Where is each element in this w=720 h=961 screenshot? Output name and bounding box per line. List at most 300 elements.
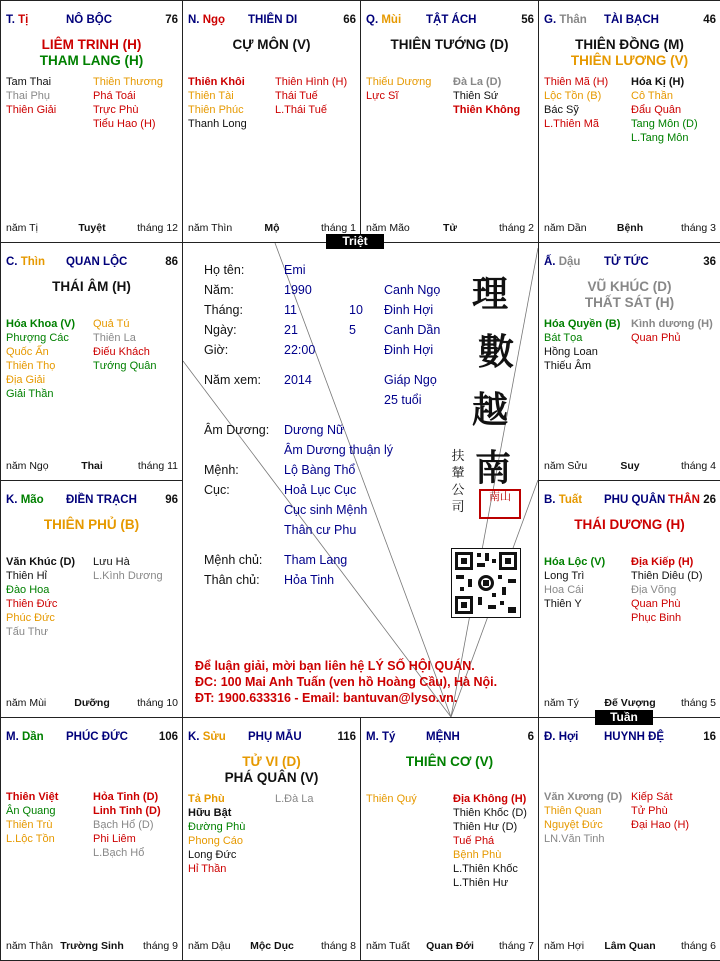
palace-month: tháng 2: [498, 222, 534, 234]
minor-stars-right: [631, 75, 698, 145]
palace-stem: C.: [6, 256, 18, 268]
palace-dau: [538, 242, 720, 481]
palace-tyy: [360, 717, 539, 961]
menhchu-value: Tham Lang: [284, 553, 348, 567]
minor-stars-right: [631, 790, 689, 832]
minor-star: Bạch Hổ (D): [93, 819, 154, 831]
palace-stem: T.: [6, 14, 15, 26]
minor-star: Phong Cáo: [188, 835, 244, 847]
palace-month: tháng 10: [137, 697, 178, 709]
month-lunar: 10: [349, 303, 363, 317]
month-can: Đinh Hợi: [384, 303, 434, 317]
minor-star: Bát Tọa: [544, 332, 583, 344]
minor-star: Ân Quang: [6, 805, 56, 817]
palace-branch: Sửu: [202, 731, 226, 743]
palace-month: tháng 6: [680, 940, 716, 952]
minor-star: Tiểu Hao (H): [93, 118, 156, 130]
palace-stage: Lâm Quan: [604, 940, 656, 952]
minor-star: Tả Phù: [188, 793, 225, 805]
minor-star: Địa Giải: [6, 374, 46, 386]
minor-star: Thiên Diêu (D): [631, 570, 703, 582]
red-seal: 南山: [479, 489, 521, 519]
palace-month: tháng 1: [320, 222, 356, 234]
minor-star: Quan Phủ: [631, 332, 681, 344]
minor-star: Thiên Y: [544, 598, 582, 610]
palace-stem-branch: [544, 14, 587, 26]
palace-branch: Dần: [21, 731, 44, 743]
name-value: Emi: [284, 263, 306, 277]
palace-branch: Tị: [18, 14, 29, 26]
palace-age: 36: [703, 256, 716, 268]
major-star: THAM LANG (H): [39, 53, 144, 68]
palace-stage: Mộ: [264, 222, 280, 234]
palace-year: năm Mão: [366, 222, 410, 234]
amduong-value: Dương Nữ: [284, 423, 345, 437]
minor-star: Đẩu Quân: [631, 104, 682, 116]
minor-star: L.Lộc Tồn: [6, 833, 55, 845]
than-marker: THÂN: [668, 494, 700, 506]
palace-name: TỬ TỨC: [604, 256, 649, 268]
palace-stem: Ấ.: [544, 256, 556, 268]
palace-age: 76: [165, 14, 178, 26]
minor-stars-right: [275, 792, 314, 806]
palace-ngo: [182, 0, 361, 243]
year-value: 1990: [284, 283, 312, 297]
palace-month: tháng 8: [320, 940, 356, 952]
minor-stars-right: [631, 555, 703, 625]
major-star: TỬ VI (D): [242, 754, 301, 769]
minor-star: Phục Binh: [631, 612, 682, 624]
palace-year: năm Ngọ: [6, 460, 49, 472]
minor-stars-left: [366, 75, 431, 103]
minor-star: Bệnh Phù: [453, 849, 502, 861]
palace-stem-branch: [188, 731, 226, 743]
minor-star: Tử Phù: [631, 805, 668, 817]
minor-star: Giải Thần: [6, 388, 54, 400]
minor-star: L.Thiên Khốc: [453, 863, 518, 875]
major-stars: [539, 37, 720, 69]
palace-name: THIÊN DI: [248, 14, 298, 26]
palace-stage: Mộc Dục: [250, 940, 294, 952]
minor-star: Thiên Hỉ: [6, 570, 47, 582]
minor-star: Văn Khúc (D): [6, 556, 76, 568]
palace-name: ĐIỀN TRẠCH: [66, 494, 137, 506]
palace-stem-branch: [544, 731, 578, 743]
minor-stars-right: [453, 75, 520, 117]
month-value: 11: [284, 303, 297, 317]
minor-star: Hóa Kị (H): [631, 76, 685, 88]
palace-hoi: [538, 717, 720, 961]
palace-stem-branch: [6, 14, 28, 26]
minor-star: Cô Thần: [631, 90, 673, 102]
view-year-can: Giáp Ngọ: [384, 373, 437, 387]
major-stars: [361, 754, 538, 770]
major-star: LIÊM TRINH (H): [41, 37, 142, 52]
minor-star: Đào Hoa: [6, 584, 50, 596]
palace-stage: Bệnh: [616, 222, 644, 234]
palace-year: năm Dần: [544, 222, 587, 234]
major-stars: [1, 37, 182, 69]
major-star: THÁI DƯƠNG (H): [574, 517, 685, 532]
palace-stem-branch: [366, 731, 395, 743]
minor-star: Phi Liêm: [93, 833, 136, 845]
minor-star: Đại Hao (H): [631, 819, 690, 831]
minor-star: Hỉ Thần: [188, 863, 227, 875]
contact-line-1: Để luận giải, mời bạn liên hệ LÝ SỐ HỘI QUÁN.: [195, 659, 475, 673]
palace-age: 26: [703, 494, 716, 506]
minor-stars-left: [6, 790, 58, 846]
minor-stars-left: [6, 75, 56, 117]
palace-tuat: [538, 480, 720, 718]
minor-star: Đường Phù: [188, 821, 246, 833]
minor-star: Tuế Phá: [453, 835, 495, 847]
menh-label: Mệnh:: [204, 463, 239, 477]
minor-star: Thiên La: [93, 332, 136, 344]
palace-stem-branch: [6, 256, 45, 268]
minor-star: Phúc Đức: [6, 612, 55, 624]
minor-stars-right: [93, 317, 157, 373]
palace-branch: Tý: [381, 731, 396, 743]
minor-star: Địa Không (H): [453, 793, 527, 805]
minor-star: L.Thiên Hư: [453, 877, 509, 889]
minor-star: Thiếu Dương: [366, 76, 432, 88]
palace-stem-branch: [544, 494, 582, 506]
minor-stars-right: [631, 317, 713, 345]
minor-star: Thiên Việt: [6, 791, 59, 803]
palace-month: tháng 3: [680, 222, 716, 234]
major-star: THIÊN LƯƠNG (V): [570, 53, 689, 68]
major-star: THIÊN PHỦ (B): [43, 517, 140, 532]
minor-star: Long Đức: [188, 849, 237, 861]
company-char-1: 扶: [451, 449, 465, 464]
palace-stem: N.: [188, 14, 200, 26]
palace-month: tháng 7: [498, 940, 534, 952]
amduong-relation: Âm Dương thuận lý: [284, 443, 393, 457]
palace-stage: Thai: [81, 460, 103, 472]
major-stars: [361, 37, 538, 53]
minor-star: Hỏa Tinh (D): [93, 791, 159, 803]
palace-age: 106: [158, 731, 178, 743]
palace-year: năm Tị: [6, 222, 38, 234]
minor-star: Lưu Hà: [93, 556, 130, 568]
major-stars: [1, 517, 182, 533]
palace-name: NÔ BỘC: [66, 14, 112, 26]
major-star: THẤT SÁT (H): [584, 295, 675, 310]
palace-year: năm Thân: [6, 940, 54, 952]
palace-branch: Mão: [20, 494, 44, 506]
major-stars: [539, 279, 720, 311]
palace-stem-branch: [188, 14, 225, 26]
minor-star: Quốc Ấn: [6, 346, 49, 358]
than-position: Thân cư Phu: [284, 523, 357, 537]
minor-stars-left: [188, 792, 245, 876]
view-year-value: 2014: [284, 373, 312, 387]
major-star: VŨ KHÚC (D): [587, 279, 672, 294]
palace-month: tháng 11: [137, 460, 178, 472]
minor-star: L.Bạch Hổ: [93, 847, 145, 859]
major-star: THIÊN CƠ (V): [405, 754, 494, 769]
company-calligraphy: [451, 448, 465, 516]
palace-name: QUAN LỘC: [66, 256, 128, 268]
contact-line-2: ĐC: 100 Mai Anh Tuấn (ven hồ Hoàng Cầu), Hà Nội.: [195, 675, 498, 689]
palace-name: TẬT ÁCH: [426, 14, 477, 26]
month-label: Tháng:: [204, 303, 243, 317]
minor-stars-right: [93, 555, 163, 583]
view-year-label: Năm xem:: [204, 373, 261, 387]
minor-stars-right: [275, 75, 347, 117]
palace-stage: Tử: [442, 222, 458, 234]
minor-star: Thiên Hư (D): [453, 821, 518, 833]
palace-stem-branch: [6, 494, 44, 506]
minor-stars-left: [544, 790, 622, 846]
minor-stars-right: [453, 792, 527, 890]
minor-star: Địa Võng: [631, 584, 677, 596]
palace-stem: K.: [6, 494, 18, 506]
palace-name: HUYNH ĐỆ: [604, 731, 665, 743]
palace-name: PHU QUÂN: [604, 494, 666, 506]
palace-age: 16: [703, 731, 716, 743]
minor-star: Thai Phụ: [6, 90, 51, 102]
day-value: 21: [284, 323, 298, 337]
cuc-label: Cục:: [204, 483, 230, 497]
menhchu-label: Mệnh chủ:: [204, 553, 263, 567]
minor-star: Thiên Giải: [6, 104, 57, 116]
company-char-2: 輦: [451, 466, 465, 481]
minor-star: L.Thái Tuế: [275, 104, 327, 116]
minor-stars-left: [544, 75, 608, 131]
palace-name: PHỤ MẪU: [248, 731, 302, 743]
qr-code-pattern: [452, 549, 520, 617]
palace-year: năm Tý: [544, 697, 579, 709]
minor-star: Thiên Thương: [93, 76, 164, 88]
minor-stars-left: [6, 317, 75, 401]
palace-age: 56: [521, 14, 534, 26]
minor-star: Tướng Quân: [93, 360, 157, 372]
palace-branch: Tuất: [558, 494, 583, 506]
calligraphy-char-1: 理: [472, 273, 509, 315]
company-char-3: 公: [451, 483, 465, 498]
palace-month: tháng 9: [142, 940, 178, 952]
minor-star: Thiên Đức: [6, 598, 58, 610]
triet-marker: Triệt: [326, 234, 384, 249]
minor-star: Tam Thai: [6, 76, 52, 88]
major-stars: [1, 279, 182, 295]
minor-star: Tang Môn (D): [631, 118, 698, 130]
minor-stars-left: [188, 75, 247, 131]
minor-star: Hữu Bật: [188, 807, 232, 819]
palace-dan: [0, 717, 183, 961]
palace-year: năm Hợi: [544, 940, 585, 952]
palace-age: 46: [703, 14, 716, 26]
minor-star: Thái Tuế: [275, 90, 318, 102]
minor-star: LN.Văn Tinh: [544, 833, 605, 845]
palace-stem-branch: [366, 14, 401, 26]
palace-month: tháng 12: [137, 222, 178, 234]
minor-stars-left: [544, 317, 620, 373]
name-label: Họ tên:: [204, 263, 245, 277]
palace-stem: M.: [6, 731, 19, 743]
palace-mui: [360, 0, 539, 243]
palace-branch: Mùi: [381, 14, 402, 26]
palace-stem-branch: [6, 731, 44, 743]
age-value: 25 tuổi: [384, 393, 422, 407]
cuc-relation: Cục sinh Mệnh: [284, 503, 368, 517]
minor-star: Thiên Không: [453, 104, 521, 116]
palace-year: năm Tuất: [366, 940, 410, 952]
thanchu-label: Thân chủ:: [204, 573, 260, 587]
minor-star: Hóa Khoa (V): [6, 318, 76, 330]
major-stars: [183, 754, 360, 786]
palace-stage: Quan Đới: [426, 940, 474, 952]
minor-star: Hóa Lộc (V): [544, 556, 606, 568]
minor-star: Long Trì: [544, 570, 585, 582]
palace-stem: K.: [188, 731, 200, 743]
minor-star: L.Thiên Mã: [544, 118, 600, 130]
hour-can: Đinh Hợi: [384, 343, 434, 357]
minor-star: Văn Xương (D): [544, 791, 623, 803]
minor-star: Phượng Các: [6, 332, 69, 344]
palace-stage: Tuyệt: [78, 222, 106, 234]
minor-star: Phá Toái: [93, 90, 136, 102]
palace-age: 96: [165, 494, 178, 506]
center-info-panel: [183, 243, 538, 717]
palace-stem: M.: [366, 731, 379, 743]
palace-month: tháng 4: [680, 460, 716, 472]
palace-stem: Đ.: [544, 731, 556, 743]
palace-suu: [182, 717, 361, 961]
minor-star: Đà La (D): [453, 76, 502, 88]
minor-star: Trực Phù: [93, 104, 139, 116]
day-can: Canh Dần: [384, 323, 441, 337]
minor-star: Linh Tinh (D): [93, 805, 161, 817]
major-stars: [183, 37, 360, 53]
palace-age: 116: [337, 731, 356, 743]
palace-stem-branch: [544, 256, 580, 268]
minor-star: Thiên Khôi: [188, 76, 245, 88]
major-star: PHÁ QUÂN (V): [224, 770, 319, 785]
minor-stars-left: [544, 555, 605, 611]
minor-star: Thanh Long: [188, 118, 247, 130]
minor-star: Hóa Quyền (B): [544, 318, 621, 330]
palace-name: TÀI BẠCH: [604, 14, 659, 26]
palace-stem: B.: [544, 494, 556, 506]
major-star: CỰ MÔN (V): [232, 37, 311, 52]
major-star: THIÊN TƯỚNG (D): [390, 37, 509, 52]
minor-star: L.Kình Dương: [93, 570, 163, 582]
minor-star: Hồng Loan: [544, 346, 598, 358]
palace-branch: Ngọ: [202, 14, 226, 26]
contact-line-3: ĐT: 1900.633316 - Email: bantuvan@lyso.vn.: [195, 691, 458, 705]
palace-stage: Dưỡng: [74, 697, 110, 709]
palace-age: 6: [527, 731, 534, 743]
minor-star: Thiên Tài: [188, 90, 234, 102]
minor-star: Tấu Thư: [6, 626, 49, 638]
minor-stars-left: [366, 792, 417, 806]
palace-year: năm Mùi: [6, 697, 47, 709]
qr-code[interactable]: [451, 548, 521, 618]
palace-stem: G.: [544, 14, 557, 26]
hour-value: 22:00: [284, 343, 316, 357]
palace-thin: [0, 242, 183, 481]
company-char-4: 司: [451, 500, 465, 515]
minor-star: Địa Kiếp (H): [631, 556, 694, 568]
minor-star: Quả Tú: [93, 318, 130, 330]
minor-star: Lộc Tồn (B): [544, 90, 602, 102]
minor-star: Thiên Khốc (D): [453, 807, 527, 819]
minor-star: Điếu Khách: [93, 346, 150, 358]
minor-star: Thiên Sứ: [453, 90, 499, 102]
minor-star: Nguyệt Đức: [544, 819, 603, 831]
minor-star: Thiên Mã (H): [544, 76, 609, 88]
major-star: THIÊN ĐỒNG (M): [575, 37, 684, 52]
minor-star: Thiên Quan: [544, 805, 602, 817]
minor-star: L.Tang Môn: [631, 132, 689, 144]
calligraphy-char-3: 越: [472, 389, 509, 431]
palace-ty: [0, 0, 183, 243]
major-star: THÁI ÂM (H): [52, 279, 131, 294]
palace-mao: [0, 480, 183, 718]
minor-star: Thiên Quý: [366, 793, 417, 805]
palace-than: [538, 0, 720, 243]
palace-branch: Hợi: [558, 731, 579, 743]
calligraphy-char-2: 數: [478, 331, 515, 373]
palace-branch: Dậu: [558, 256, 581, 268]
cuc-value: Hoả Lục Cục: [284, 483, 357, 497]
palace-branch: Thìn: [20, 256, 45, 268]
day-label: Ngày:: [204, 323, 237, 337]
palace-age: 86: [165, 256, 178, 268]
minor-star: Thiếu Âm: [544, 360, 592, 372]
palace-year: năm Sửu: [544, 460, 588, 472]
palace-stem: Q.: [366, 14, 379, 26]
minor-star: L.Đà La: [275, 793, 314, 805]
calligraphy-char-4: 南: [475, 447, 512, 489]
thanchu-value: Hỏa Tinh: [284, 573, 335, 587]
palace-age: 66: [343, 14, 356, 26]
palace-branch: Thân: [559, 14, 587, 26]
palace-year: năm Thìn: [188, 222, 233, 234]
minor-star: Kiếp Sát: [631, 791, 673, 803]
minor-star: Thiên Trù: [6, 819, 53, 831]
minor-star: Thiên Phúc: [188, 104, 244, 116]
year-label: Năm:: [204, 283, 234, 297]
palace-name: PHÚC ĐỨC: [66, 731, 128, 743]
minor-star: Kình dương (H): [631, 318, 713, 330]
palace-stage: Trường Sinh: [60, 940, 124, 952]
palace-stage: Suy: [620, 460, 640, 472]
menh-value: Lộ Bàng Thổ: [284, 463, 356, 477]
tuan-marker: Tuần: [595, 710, 653, 725]
minor-star: Bác Sỹ: [544, 104, 579, 116]
minor-stars-left: [6, 555, 75, 639]
minor-stars-right: [93, 75, 163, 131]
minor-star: Thiên Thọ: [6, 360, 56, 372]
day-lunar: 5: [349, 323, 356, 337]
palace-month: tháng 5: [680, 697, 716, 709]
minor-star: Lực Sĩ: [366, 90, 399, 102]
major-stars: [539, 517, 720, 533]
amduong-label: Âm Dương:: [204, 423, 270, 437]
palace-name: MỆNH: [426, 731, 460, 743]
minor-star: Thiên Hình (H): [275, 76, 348, 88]
palace-stage: Đế Vượng: [604, 697, 656, 709]
year-can: Canh Ngọ: [384, 283, 441, 297]
palace-year: năm Dậu: [188, 940, 231, 952]
minor-star: Hoa Cái: [544, 584, 584, 596]
minor-star: Quan Phù: [631, 598, 681, 610]
minor-stars-right: [93, 790, 161, 860]
hour-label: Giờ:: [204, 343, 229, 357]
